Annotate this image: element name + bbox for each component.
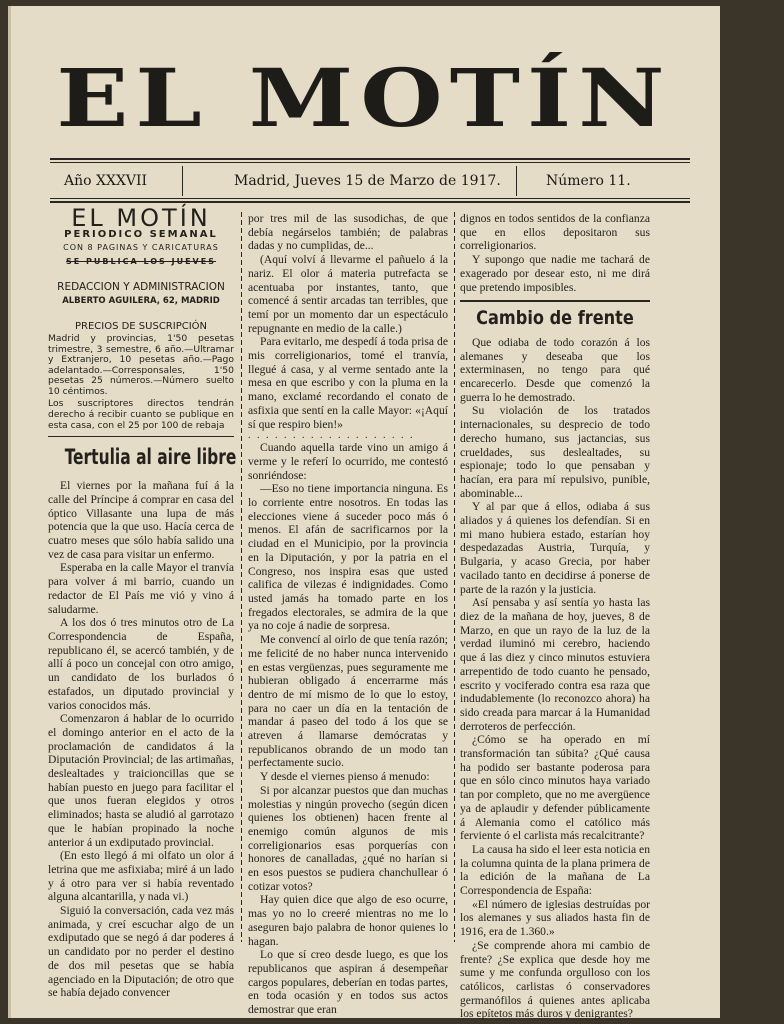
column-3 xyxy=(460,212,650,1021)
box-redaccion: REDACCION Y ADMINISTRACION xyxy=(57,280,225,293)
article1-paragraph: Lo que sí creo desde luego, es que los republicanos que aspiran á desempeñar cargos populares, deberían en todas partes, en toda ocasión y en todos sus actos demostrar que eran xyxy=(248,948,448,1017)
masthead-rule-thin xyxy=(50,162,690,163)
article1-paragraph: (En esto llegó á mi olfato un olor á letrina que me asfixiaba; miré á un lado y á otro para ver si había reventado alguna alcantarilla, y nada vi.) xyxy=(48,849,234,904)
article-divider xyxy=(460,300,650,302)
box-pages: CON 8 PAGINAS Y CARICATURAS xyxy=(63,243,219,253)
article2-paragraph: «El número de iglesias destruídas por los alemanes y sus aliados hasta fin de 1916, era de 1.360.» xyxy=(460,897,650,939)
article1-paragraph: Comenzaron á hablar de lo ocurrido el domingo anterior en el acto de la proclamación de candidatos á la Diputación Provincial; de las artimañas, deslealtades y traicioncillas que se habían puesto en juego para facilitar el que unos fueran elegidos y otros eliminados; hasta se aludió al garrotazo que le habían propinado la noche anterior á un exdiputado provincial. xyxy=(48,712,234,849)
article2-paragraph: Que odiaba de todo corazón á los alemanes y deseaba que los exterminasen, no tengo para qué encarecerlo. Desde que comenzó la guerra lo he demostrado. xyxy=(460,335,650,404)
ribbon-rule-bottom-thick xyxy=(50,201,690,203)
ribbon-divider xyxy=(182,166,183,196)
box-subtitle: PERIODICO SEMANAL xyxy=(64,228,218,240)
box-publica: SE PUBLICA LOS JUEVES xyxy=(66,257,216,267)
article1-paragraph: Hay quien dice que algo de eso ocurre, mas yo no lo creeré mientras no me lo aseguren bajo palabra de honor quienes lo hagan. xyxy=(248,893,448,948)
column-separator xyxy=(241,212,242,942)
article1-paragraph: Si por alcanzar puestos que dan muchas molestias y ningún provecho (según dicen quienes los obtienen) hacen frente al enemigo común algunos de mis correligionarios esas porquerías con honores de canalladas, ¿qué no harían si en esos puestos se pudiera chanchullear ó cotizar votos? xyxy=(248,783,448,893)
article1-paragraph: Y desde el viernes pienso á menudo: xyxy=(260,770,430,784)
article1-paragraph: (Aquí volví á llevarme el pañuelo á la nariz. El olor á materia putrefacta se acentuaba por instantes, tanto, que comencé á sentir arcadas tan terribles, que temí por un momento dar un espectáculo repugnante en medio de la calle.) xyxy=(248,253,448,335)
article1-paragraph: por tres mil de las susodichas, de que debía negárselos también; de palabras dadas y no cumplidas, de... xyxy=(248,212,448,253)
box-suscriptores-text: Los suscriptores directos tendrán derecho á recibir cuanto se publique en esta casa, con el 25 por 100 de rebaja xyxy=(48,398,234,431)
masthead-rule-top xyxy=(50,158,690,160)
article2-paragraph: ¿Se comprende ahora mi cambio de frente? ¿Se explica que desde hoy me sume y me confunda orgulloso con los católicos, carlistas ó conservadores germanófilos á quienes antes aplicaba los epítetos más duros y denigrantes? xyxy=(460,938,650,1021)
masthead-title: EL MOTÍN xyxy=(56,51,672,145)
article1-paragraph: Para evitarlo, me despedí á toda prisa de mis correligionarios, tomé el tranvía, llegué á casa, y al verme sentado ante la mesa en que escribo y con la pluma en la mano, exclamé recordando el conato de asfixia que sentí en la calle Mayor: «¡Aquí sí que respiro bien!» xyxy=(248,335,448,431)
issue-year: Año XXXVII xyxy=(64,173,148,189)
dotted-separator: . . . . . . . . . . . . . . . . . . . xyxy=(248,430,415,442)
issue-ribbon xyxy=(50,164,690,198)
issue-dateline: Madrid, Jueves 15 de Marzo de 1917. xyxy=(234,173,501,189)
subscription-box xyxy=(48,204,234,431)
box-address: ALBERTO AGUILERA, 62, MADRID xyxy=(62,295,220,306)
article1-paragraph: Siguió la conversación, cada vez más animada, y creí escuchar algo de un exdiputado que se negó á dar poderes á un candidato por no perder el destino de dos mil pesetas que se había agenciado en la Diputación; de otro que se había dejado convencer xyxy=(48,904,234,1000)
article2-paragraph: La causa ha sido el leer esta noticia en la columna quinta de la plana primera de la edición de la mañana de La Correspondencia de España: xyxy=(460,842,650,898)
ribbon-rule-bottom xyxy=(50,198,690,199)
article2-paragraph: Y al par que á ellos, odiaba á sus aliados y á quienes los defendían. Si en mi mano hubiera estado, estarían hoy despedazadas Austria, Turquía, y Bulgaria, y acaso Grecia, por haber vacilado tanto en decidirse á ponerse de parte de la razón y la justicia. xyxy=(460,500,650,596)
issue-number: Número 11. xyxy=(546,173,631,189)
box-precios-text: Madrid y provincias, 1'50 pesetas trimestre, 3 semestre, 6 año.—Ultramar y Extranjero, 10 pesetas año.—Pago adelantado.—Corresponsales, 1'50 pesetas 25 números.—Número suelto 10 céntimos. xyxy=(48,332,234,397)
article1-paragraph: Cuando aquella tarde vino un amigo á verme y le referí lo ocurrido, me contestó sonriéndose: xyxy=(248,441,448,482)
box-divider xyxy=(48,436,234,437)
column-separator xyxy=(454,212,455,942)
box-title: EL MOTÍN xyxy=(71,204,211,232)
article1-paragraph: dignos en todos sentidos de la confianza que en ellos depositaron sus correligionarios. xyxy=(460,212,650,253)
article2-paragraph: ¿Cómo se ha operado en mí transformación tan súbita? ¿Qué causa ha podido ser bastante poderosa para que en sólo cinco minutos haya variado tan por completo, que no me avergüence ya de aplaudir y defender públicamente á Alemania como el católico más ferviente ó el carlista más recalcitrante? xyxy=(460,733,650,843)
column-2 xyxy=(248,212,448,1017)
article1-headline: Tertulia al aire libre xyxy=(64,445,237,470)
article2-headline: Cambio de frente xyxy=(476,307,634,330)
article2-paragraph: Su violación de los tratados internacionales, su desprecio de todo derecho humano, sus jactancias, sus crueldades, sus deslealtades, su espionaje; todo lo que pensaban y hacían, era para mí repulsivo, punible, abominable... xyxy=(460,404,650,500)
box-precios-title: PRECIOS DE SUSCRIPCIÓN xyxy=(74,321,208,333)
newspaper-page xyxy=(8,6,720,1021)
column-1 xyxy=(48,204,237,1000)
article2-paragraph: Así pensaba y así sentía yo hasta las diez de la mañana de hoy, jueves, 8 de Marzo, en que un rayo de la luz de la verdad iluminó mi cerebro, haciendo que á las diez y cinco minutos estuviera arrepentido de todo cuanto he pensado, escrito y vociferado contra esa raza que indudablemente (lo reconozco ahora) ha sido creada para marcar á la Humanidad derroteros de perfección. xyxy=(460,596,650,733)
article1-paragraph: A los dos ó tres minutos otro de La Correspondencia de España, republicano él, se acercó también, y de allí á poco un concejal con otro amigo, un candidato de los burlados ó estafados, un diputado provincial y varios conocidos más. xyxy=(48,616,234,712)
article1-paragraph: Y supongo que nadie me tachará de exagerado por desear esto, ni me dirá que pretendo imposibles. xyxy=(460,253,650,294)
article1-paragraph: Esperaba en la calle Mayor el tranvía para volver á mi barrio, cuando un redactor de El País me vió y vino á saludarme. xyxy=(48,561,234,616)
ribbon-divider xyxy=(516,166,517,196)
article1-paragraph: El viernes por la mañana fuí á la calle del Príncipe á comprar en casa del óptico Villasante una lupa de más potencia que la que uso. Hacía cerca de cuatro meses que sólo había salido una vez de casa para visitar un enfermo. xyxy=(48,479,234,561)
article1-paragraph: —Eso no tiene importancia ninguna. Es lo corriente entre nosotros. En todas las elecciones viene á suceder poco más ó menos. El afán de sacrificarnos por la ciudad en el Municipio, por la provincia en la Diputación, y por la patria en el Congreso, nos inspira esas que usted califica de vilezas é indignidades. Como usted jamás ha tomado parte en los fregados electorales, se admira de la que ya no coje á nadie de sorpresa. xyxy=(248,482,448,633)
article1-paragraph: Me convencí al oirlo de que tenía razón; me felicité de no haber nunca intervenido en estas vergüenzas, pues seguramente me hubieran obligado á encerrarme más dentro de mí mismo de lo que lo estoy, para no caer un día en la tentación de mandar á paseo del todo á los que se atreven á llamarse demócratas y republicanos obrando de un modo tan perfectamente sucio. xyxy=(248,633,448,770)
